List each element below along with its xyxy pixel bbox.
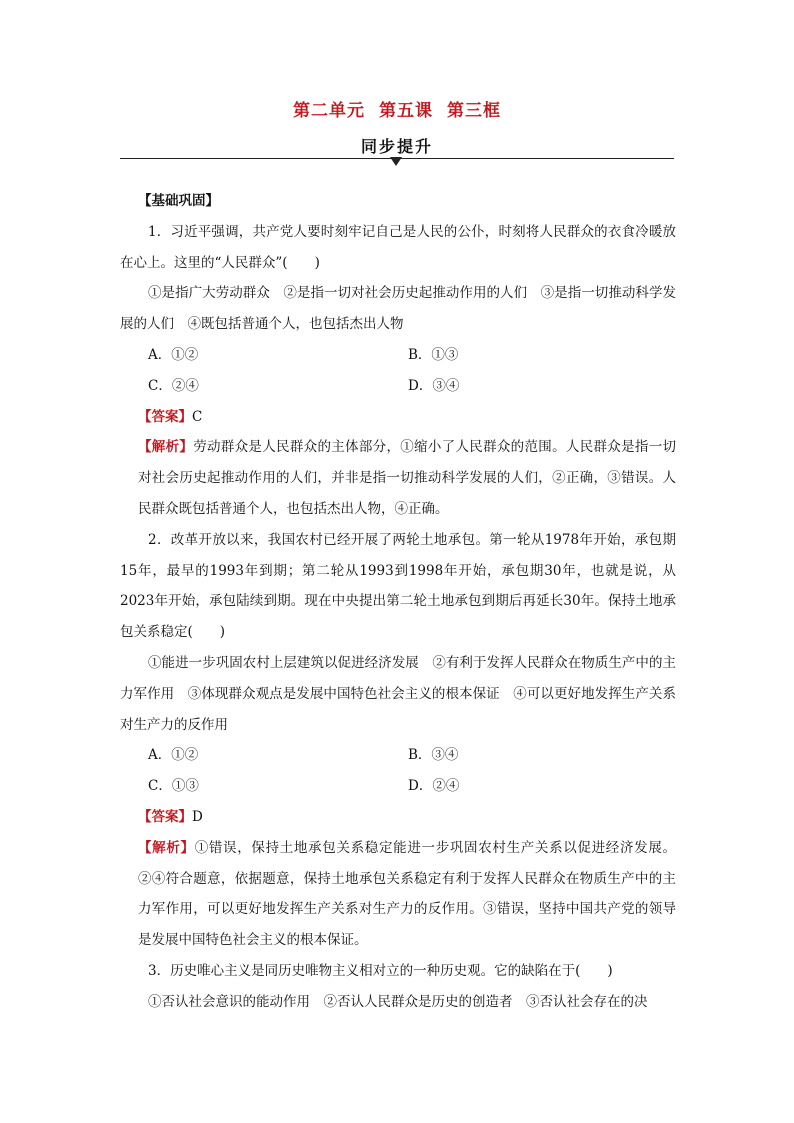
question-1-stem: 1．习近平强调，共产党人要时刻牢记自己是人民的公仆，时刻将人民群众的衣食冷暖放在心上。这里的“人民群众”( ) bbox=[120, 223, 676, 271]
page-subtitle: 同步提升 bbox=[360, 137, 433, 156]
question-2-stem: 2．改革开放以来，我国农村已经开展了两轮土地承包。第一轮从1978年开始，承包期15年，最早的1993年到期；第二轮从1993到1998年开始，承包期30年，也就是说，从2023年开始，承包陆续到期。现在中央提出第二轮土地承包到期后再延长30年。保持土地承包关系稳定( ) bbox=[120, 531, 676, 641]
answer-value: C bbox=[192, 408, 203, 425]
question-1-answer bbox=[120, 402, 676, 433]
option-a: A．①② bbox=[148, 747, 199, 764]
question-3-stem: 3．历史唯心主义是同历史唯物主义相对立的一种历史观。它的缺陷在于( ) bbox=[148, 962, 613, 979]
question-2-answer bbox=[120, 802, 676, 833]
option-d: D．②④ bbox=[408, 778, 460, 795]
frame-title: 第三框 bbox=[447, 101, 501, 121]
question-2-analysis bbox=[120, 833, 676, 956]
question-2-options-row-2 bbox=[120, 771, 676, 802]
question-1-options-row-2 bbox=[120, 371, 676, 402]
question-2-options-row-1 bbox=[120, 740, 676, 771]
page-title bbox=[0, 96, 794, 121]
option-d: D．③④ bbox=[408, 377, 460, 394]
question-2-statements: ①能进一步巩固农村上层建筑以促进经济发展 ②有利于发挥人民群众在物质生产中的主力军作用 ③体现群众观点是发展中国特色社会主义的根本保证 ④可以更好地发挥生产关系对生产力的反作用 bbox=[120, 654, 676, 733]
option-a: A．①② bbox=[148, 346, 199, 363]
document-body bbox=[120, 186, 676, 1018]
analysis-text: ①错误，保持土地承包关系稳定能进一步巩固农村生产关系以促进经济发展。②④符合题意，依据题意，保持土地承包关系稳定有利于发挥人民群众在物质生产中的主力军作用，可以更好地发挥生产关系对生产力的反作用。③错误，坚持中国共产党的领导是发展中国特色社会主义的根本保证。 bbox=[138, 839, 676, 949]
answer-label: 【答案】 bbox=[138, 408, 192, 425]
lesson-title: 第五课 bbox=[379, 101, 433, 121]
analysis-label: 【解析】 bbox=[138, 439, 194, 456]
answer-label: 【答案】 bbox=[138, 808, 192, 825]
question-1-statements: ①是指广大劳动群众 ②是指一切对社会历史起推动作用的人们 ③是指一切推动科学发展的人们 ④既包括普通个人，也包括杰出人物 bbox=[120, 285, 676, 333]
question-3-statements: ①否认社会意识的能动作用 ②否认人民群众是历史的创造者 ③否认社会存在的决 bbox=[148, 993, 648, 1010]
analysis-label: 【解析】 bbox=[138, 839, 195, 856]
analysis-text: 劳动群众是人民群众的主体部分，①缩小了人民群众的范围。人民群众是指一切对社会历史起推动作用的人们，并非是指一切推动科学发展的人们，②正确，③错误。人民群众既包括普通个人，也包括杰出人物，④正确。 bbox=[138, 439, 677, 517]
option-c: C．①③ bbox=[148, 778, 199, 795]
option-b: B．①③ bbox=[408, 346, 459, 363]
question-1-analysis bbox=[120, 432, 676, 524]
unit-title: 第二单元 bbox=[293, 101, 365, 121]
section-heading: 【基础巩固】 bbox=[138, 193, 219, 209]
question-1-options-row-1 bbox=[120, 340, 676, 371]
triangle-down-icon bbox=[390, 157, 402, 166]
option-c: C．②④ bbox=[148, 377, 199, 394]
answer-value: D bbox=[192, 808, 203, 825]
option-b: B．③④ bbox=[408, 747, 459, 764]
